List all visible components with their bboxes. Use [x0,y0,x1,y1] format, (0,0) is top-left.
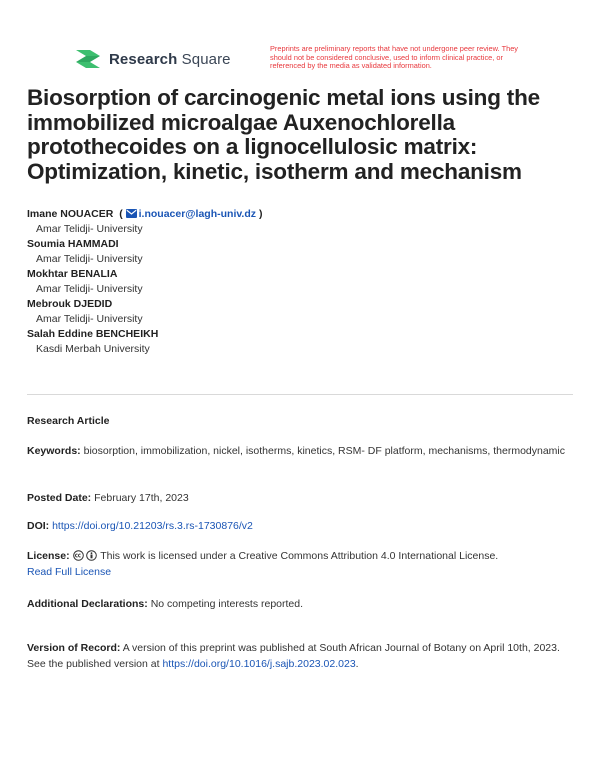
additional-declarations [27,596,567,612]
article-type [27,413,567,429]
doi [27,518,567,534]
author-name: Mebrouk DJEDID [27,298,113,310]
doi-link[interactable]: https://doi.org/10.21203/rs.3.rs-1730876/v2 [52,520,253,532]
author-affiliation: Kasdi Merbah University [36,343,150,355]
declarations-label: Additional Declarations: [27,598,148,610]
article-type-text: Research Article [27,415,110,427]
author-name-text: Imane NOUACER [27,208,114,220]
author-affiliation: Amar Telidji- University [36,223,143,235]
version-end: . [355,658,359,670]
version-of-record [27,640,567,672]
version-value: A version of this preprint was published at South African Journal of Botany on April 10th, 2023. See the published version at [27,642,560,670]
logo-word-research: Research [109,50,178,68]
author-affiliation: Amar Telidji- University [36,313,143,325]
email-open-paren: ( [119,208,123,220]
published-version-link[interactable]: https://doi.org/10.1016/j.sajb.2023.02.023 [162,658,356,670]
author-affiliation: Amar Telidji- University [36,253,143,265]
doi-label: DOI: [27,520,50,532]
attribution-icon [86,550,97,561]
posted-date-label: Posted Date: [27,492,92,504]
logo-text [109,51,231,68]
posted-date [27,490,567,506]
research-square-logo-icon [74,47,102,71]
research-square-logo[interactable] [74,47,231,71]
logo-word-square: Square [181,50,231,68]
keywords-value: biosorption, immobilization, nickel, isotherms, kinetics, RSM- DF platform, mechanisms, thermodynamic [83,445,566,457]
cc-icon [73,550,84,561]
mail-icon [126,209,137,218]
email-close-paren: ) [258,208,263,220]
author-affiliation: Amar Telidji- University [36,283,143,295]
author-name [27,207,567,222]
license-value: This work is licensed under a Creative Commons Attribution 4.0 International License. [100,550,499,562]
posted-date-value: February 17th, 2023 [94,492,189,504]
author-name: Mokhtar BENALIA [27,268,118,280]
declarations-value: No competing interests reported. [150,598,304,610]
license-label: License: [27,550,70,562]
read-full-license-link[interactable]: Read Full License [27,566,112,578]
version-label: Version of Record: [27,642,121,654]
author-name: Salah Eddine BENCHEIKH [27,328,159,340]
author-name: Soumia HAMMADI [27,238,119,250]
license [27,548,567,580]
section-divider [27,394,573,395]
preprint-disclaimer: Preprints are preliminary reports that have not undergone peer review. They should not be considered conclusive, used to inform clinical practice, or referenced by the media as validated information. [270,44,518,71]
keywords [27,443,567,459]
paper-title: Biosorption of carcinogenic metal ions using the immobilized microalgae Auxenochlorella protothecoides on a lignocellulosic matrix: Optimization, kinetic, isotherm and mechanism [27,85,540,184]
author-list [27,207,567,357]
author-email-link[interactable] [126,208,259,220]
author-email-text: i.nouacer@lagh-univ.dz [138,208,257,220]
keywords-label: Keywords: [27,445,81,457]
